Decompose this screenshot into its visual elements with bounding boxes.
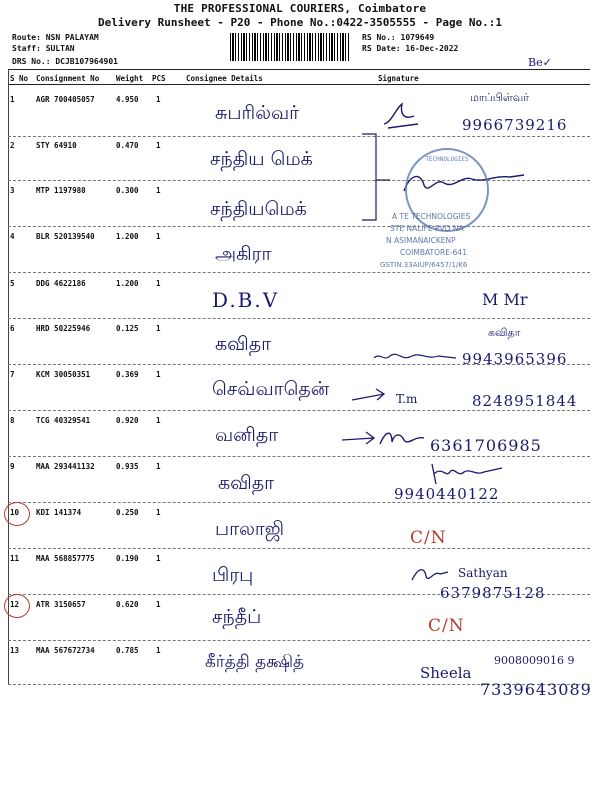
row-signature: மாப்பிள்வர் xyxy=(470,91,530,104)
row-cn-mark: C/N xyxy=(410,528,447,548)
route-label: Route: NSN PALAYAM xyxy=(12,33,99,42)
table-header-rule xyxy=(8,84,590,85)
row-consignee-handwritten: D.B.V xyxy=(212,288,280,312)
row-cn-mark: C/N xyxy=(428,616,465,636)
row-consignment-no: KCM 30050351 xyxy=(36,370,91,379)
staff-label: Staff: SULTAN xyxy=(12,44,75,53)
stamp-line: STE NALIFE PVD NA xyxy=(390,224,464,233)
corner-handwritten-note: Be✓ xyxy=(528,56,552,69)
row-sno: 5 xyxy=(10,279,15,288)
row-pcs: 1 xyxy=(156,232,161,241)
col-header-consignment: Consignment No xyxy=(36,74,100,83)
row-signature: T.m xyxy=(396,392,418,406)
row-consignee-handwritten: சந்திய மெக் xyxy=(210,148,313,170)
row-sno: 3 xyxy=(10,186,15,195)
row-separator xyxy=(8,136,590,137)
row-phone-handwritten: 6379875128 xyxy=(440,584,546,602)
row-separator xyxy=(8,456,590,457)
drs-number: DRS No.: DCJB107964901 xyxy=(12,57,118,66)
row-consignee-handwritten: கீர்த்தி தக்ஷித் xyxy=(205,652,305,672)
arrow-icon xyxy=(350,386,390,406)
row-consignee-handwritten: கவிதா xyxy=(215,333,272,355)
signature-scribble xyxy=(380,98,420,132)
table-top-rule xyxy=(8,69,590,70)
row-separator xyxy=(8,548,590,549)
barcode xyxy=(230,33,350,61)
row-pcs: 1 xyxy=(156,462,161,471)
row-separator xyxy=(8,272,590,273)
row-weight: 0.470 xyxy=(116,141,139,150)
row-pcs: 1 xyxy=(156,600,161,609)
row-consignee-handwritten: சுபரில்வர் xyxy=(215,102,300,124)
col-header-consignee: Consignee Details xyxy=(186,74,263,83)
row-signature: M Mr xyxy=(482,290,528,309)
row-sno: 10 xyxy=(10,508,20,517)
col-header-weight: Weight xyxy=(116,74,144,83)
runsheet-title: THE PROFESSIONAL COURIERS, Coimbatore xyxy=(173,2,427,15)
row-consignment-no: STY 64910 xyxy=(36,141,77,150)
row-consignment-no: MAA 293441132 xyxy=(36,462,95,471)
row-phone-handwritten: 9943965396 xyxy=(462,350,568,368)
signature-scribble xyxy=(372,348,460,366)
row-consignment-no: TCG 40329541 xyxy=(36,416,91,425)
seal-ring-text: TECHNOLOGIES xyxy=(425,156,469,163)
row-phone-handwritten: 9008009016 9 xyxy=(494,654,575,667)
row-sno: 12 xyxy=(10,600,20,609)
row-phone-handwritten: 8248951844 xyxy=(472,392,578,410)
row-signature: Sathyan xyxy=(458,566,508,580)
row-signature: கவிதா xyxy=(488,326,521,339)
row-consignee-handwritten: அகிரா xyxy=(215,243,272,265)
row-weight: 0.920 xyxy=(116,416,139,425)
row-weight: 4.950 xyxy=(116,95,139,104)
row-consignment-no: MTP 1197980 xyxy=(36,186,86,195)
row-consignment-no: MAA 567672734 xyxy=(36,646,95,655)
row-signature: Sheela xyxy=(420,664,472,682)
row-sno: 13 xyxy=(10,646,20,655)
row-weight: 1.200 xyxy=(116,279,139,288)
signature-scribble xyxy=(428,460,508,488)
stamp-line: GSTIN:33AIUP/6457/1/K6 xyxy=(380,261,468,269)
row-consignee-handwritten: சந்தியமெக் xyxy=(210,198,307,220)
row-weight: 0.300 xyxy=(116,186,139,195)
signature-scribble xyxy=(378,426,428,450)
rs-date: RS Date: 16-Dec-2022 xyxy=(362,44,459,53)
row-consignee-handwritten: கவிதா xyxy=(218,472,275,494)
row-weight: 0.369 xyxy=(116,370,139,379)
stamp-line: A TE TECHNOLOGIES xyxy=(392,212,471,221)
row-weight: 0.620 xyxy=(116,600,139,609)
row-consignee-handwritten: வனிதா xyxy=(215,424,279,446)
bracket-mark xyxy=(360,132,400,224)
row-pcs: 1 xyxy=(156,416,161,425)
row-pcs: 1 xyxy=(156,646,161,655)
row-phone-handwritten: 9966739216 xyxy=(462,116,568,134)
row-phone-handwritten: 6361706985 xyxy=(430,436,542,455)
row-pcs: 1 xyxy=(156,508,161,517)
rs-number: RS No.: 1079649 xyxy=(362,33,435,42)
row-sno: 7 xyxy=(10,370,15,379)
row-separator xyxy=(8,502,590,503)
row-consignee-handwritten: செவ்வாதென் xyxy=(212,378,330,400)
row-sno: 11 xyxy=(10,554,20,563)
row-sno: 2 xyxy=(10,141,15,150)
row-consignee-handwritten: பாலாஜி xyxy=(215,518,285,540)
row-pcs: 1 xyxy=(156,554,161,563)
row-pcs: 1 xyxy=(156,279,161,288)
col-header-sno: S No xyxy=(10,74,29,83)
row-consignee-handwritten: பிரபு xyxy=(212,564,254,586)
row-pcs: 1 xyxy=(156,324,161,333)
row-sno: 8 xyxy=(10,416,15,425)
runsheet-subtitle: Delivery Runsheet - P20 - Phone No.:0422-3505555 - Page No.:1 xyxy=(98,16,502,29)
row-pcs: 1 xyxy=(156,95,161,104)
row-weight: 0.190 xyxy=(116,554,139,563)
row-consignment-no: AGR 700405057 xyxy=(36,95,95,104)
row-weight: 0.935 xyxy=(116,462,139,471)
row-sno: 6 xyxy=(10,324,15,333)
row-weight: 0.250 xyxy=(116,508,139,517)
row-consignment-no: BLR 520139540 xyxy=(36,232,95,241)
row-separator xyxy=(8,410,590,411)
stamp-line: N ASIMANAICKENP xyxy=(386,236,456,245)
row-consignment-no: KDI 141374 xyxy=(36,508,82,517)
row-pcs: 1 xyxy=(156,370,161,379)
row-separator xyxy=(8,226,590,227)
row-sno: 1 xyxy=(10,95,15,104)
row-consignment-no: DDG 4622186 xyxy=(36,279,86,288)
row-pcs: 1 xyxy=(156,141,161,150)
row-sno: 4 xyxy=(10,232,15,241)
row-phone-handwritten: 7339643089 xyxy=(480,680,592,699)
row-weight: 1.200 xyxy=(116,232,139,241)
col-header-signature: Signature xyxy=(378,74,419,83)
signature-scribble xyxy=(408,562,452,586)
row-consignment-no: ATR 3150657 xyxy=(36,600,86,609)
stamp-line: COIMBATORE-641 xyxy=(400,248,467,257)
row-separator xyxy=(8,640,590,641)
row-weight: 0.785 xyxy=(116,646,139,655)
row-sno: 9 xyxy=(10,462,15,471)
row-pcs: 1 xyxy=(156,186,161,195)
col-header-pcs: PCS xyxy=(152,74,166,83)
row-consignee-handwritten: சந்தீப் xyxy=(212,606,262,628)
row-separator xyxy=(8,318,590,319)
row-phone-handwritten: 9940440122 xyxy=(394,485,500,503)
arrow-icon xyxy=(340,430,380,450)
table-left-border xyxy=(8,69,9,684)
row-consignment-no: HRD 50225946 xyxy=(36,324,91,333)
row-weight: 0.125 xyxy=(116,324,139,333)
row-consignment-no: MAA 568857775 xyxy=(36,554,95,563)
